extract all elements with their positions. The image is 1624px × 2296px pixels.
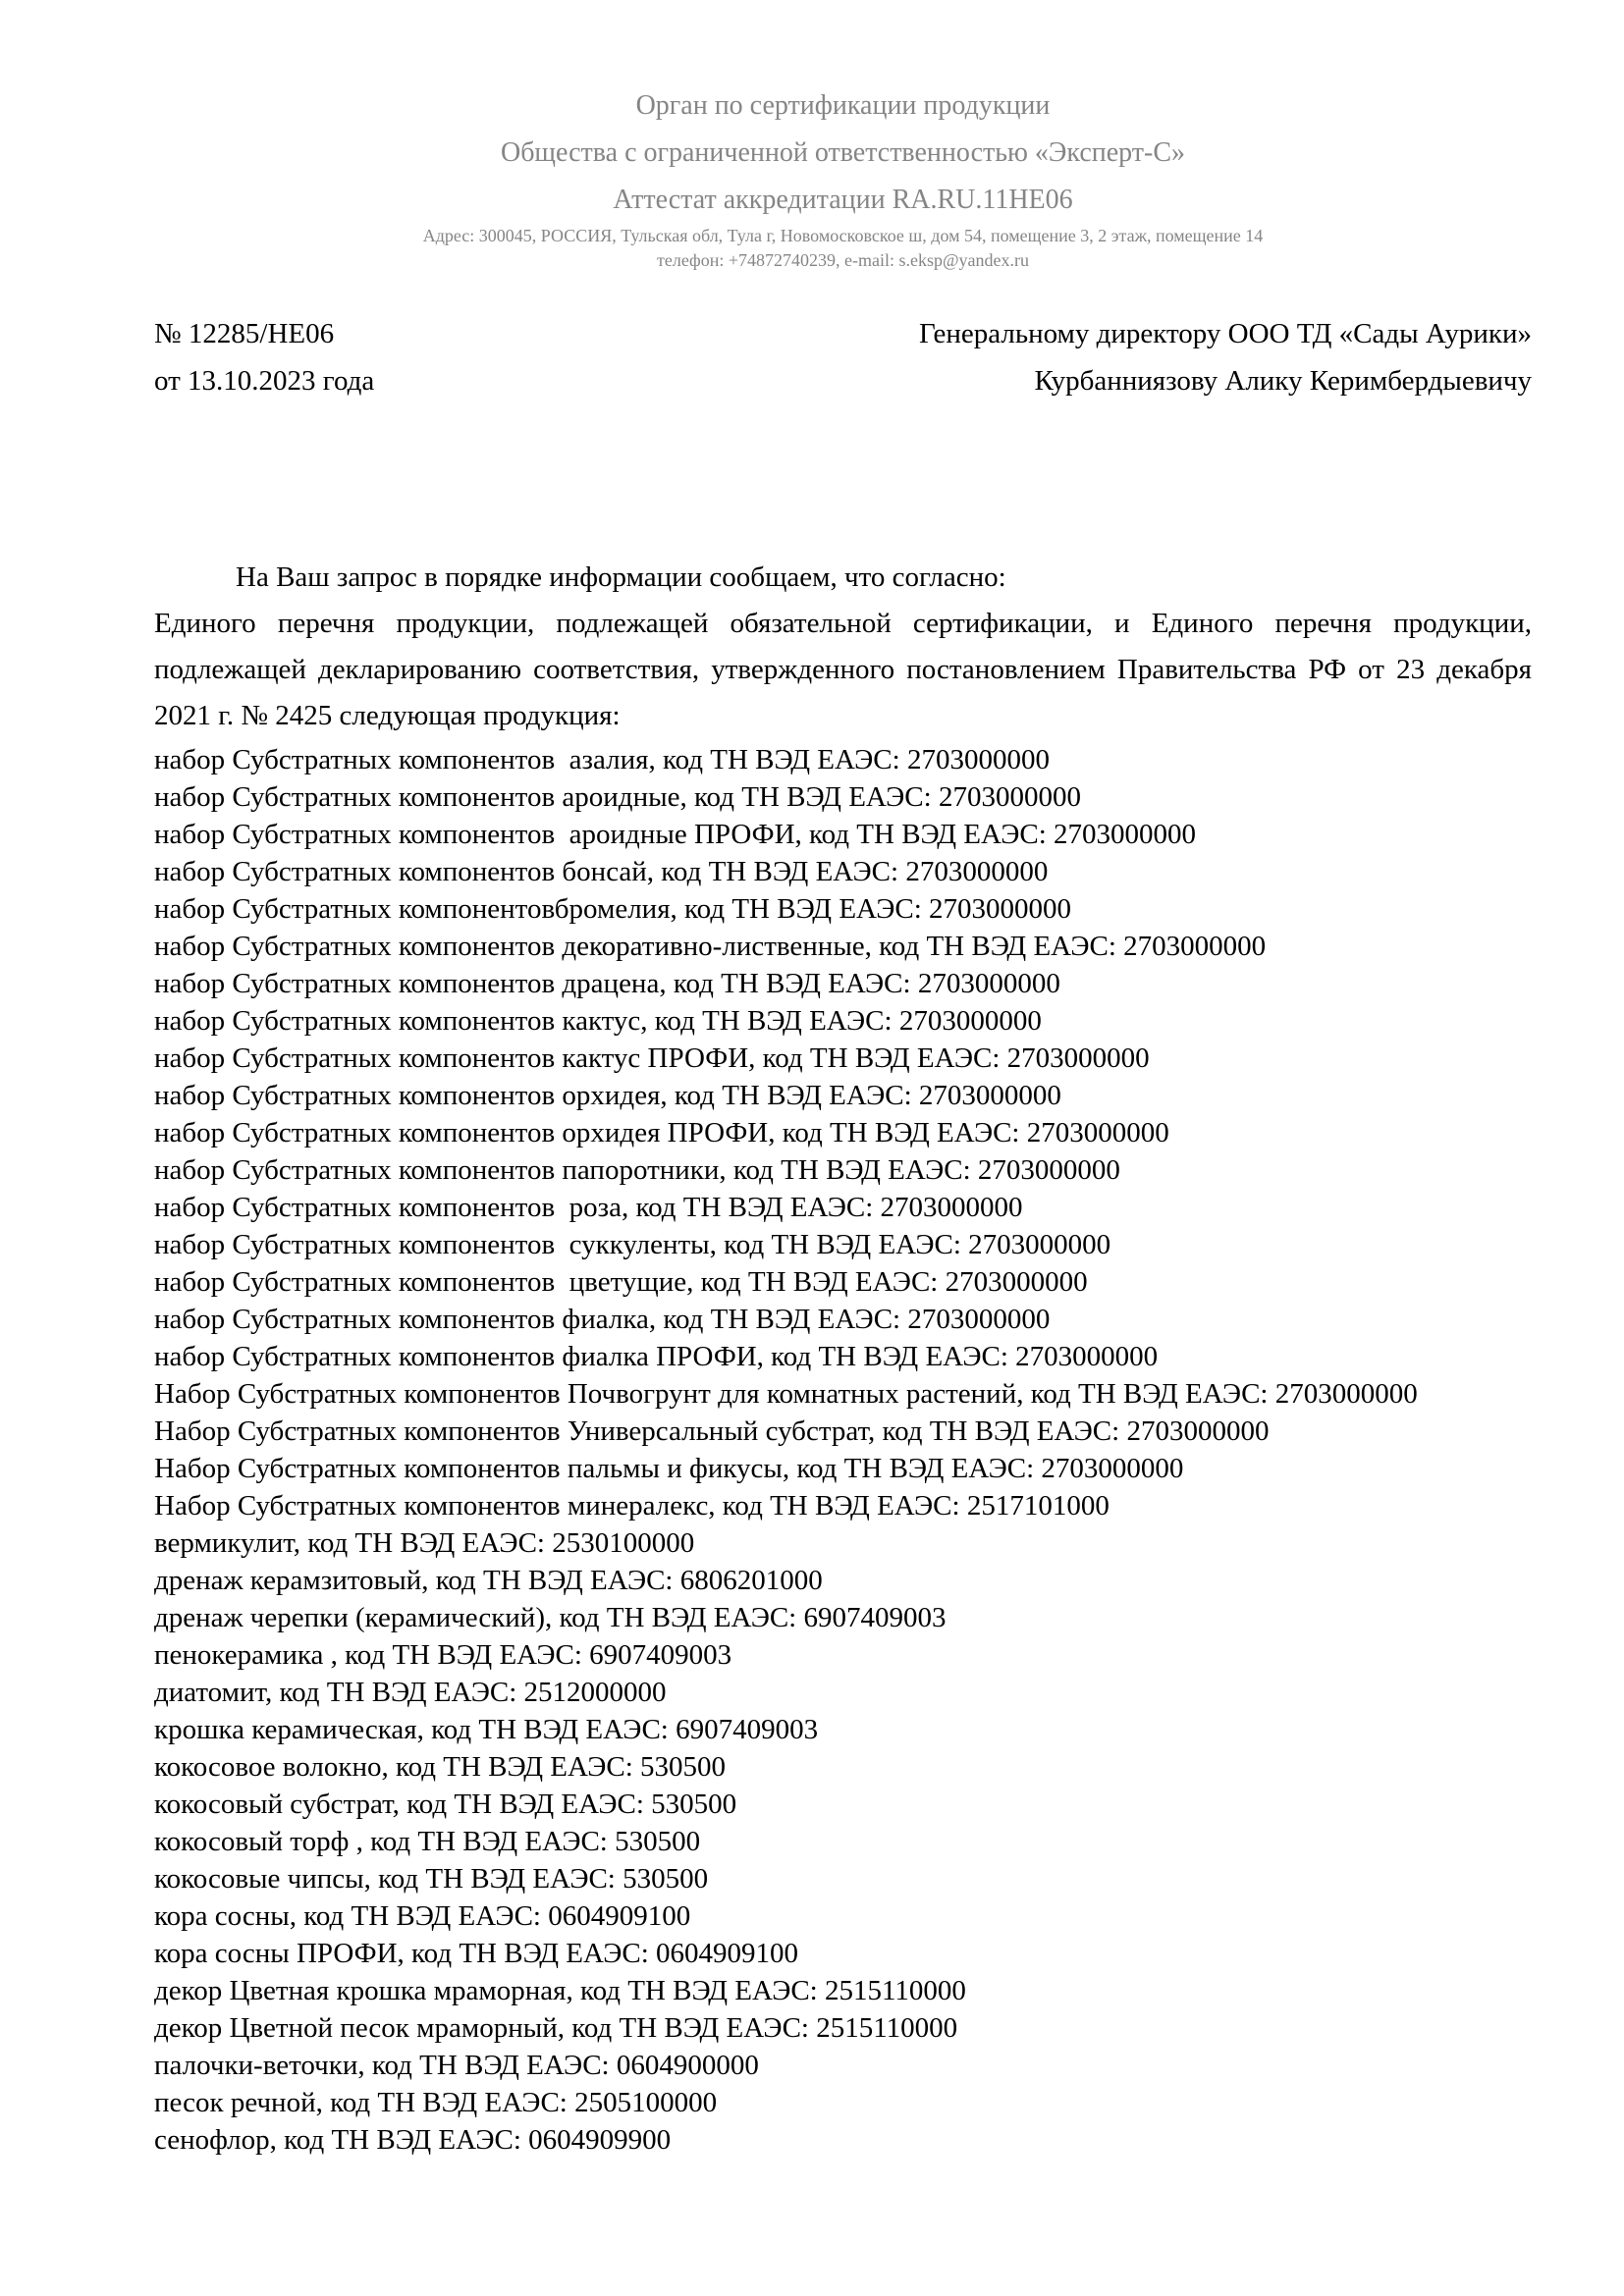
product-list-item: Набор Субстратных компонентов пальмы и фикусы, код ТН ВЭД ЕАЭС: 2703000000 [154,1453,1184,1484]
addressee-block [919,310,1532,404]
product-list-item: набор Субстратных компонентов суккуленты, код ТН ВЭД ЕАЭС: 2703000000 [154,1229,1111,1260]
product-list-item: Набор Субстратных компонентов Универсальный субстрат, код ТН ВЭД ЕАЭС: 2703000000 [154,1415,1270,1447]
product-list-item: палочки-веточки, код ТН ВЭД ЕАЭС: 0604900000 [154,2050,759,2081]
product-list-item: сенофлор, код ТН ВЭД ЕАЭС: 0604909900 [154,2124,672,2156]
letterhead-contact: телефон: +74872740239, e-mail: s.eksp@yandex.ru [656,250,1030,270]
product-list-item: кокосовое волокно, код ТН ВЭД ЕАЭС: 530500 [154,1751,726,1783]
product-list-item: кокосовые чипсы, код ТН ВЭД ЕАЭС: 530500 [154,1863,709,1895]
product-list-item: декор Цветная крошка мраморная, код ТН ВЭД ЕАЭС: 2515110000 [154,1975,966,2006]
product-list-item: песок речной, код ТН ВЭД ЕАЭС: 2505100000 [154,2087,718,2118]
body-paragraph: Единого перечня продукции, подлежащей обязательной сертификации, и Единого перечня продукции, подлежащей декларированию соответствия, утвержденного постановлением Правительства РФ от 23 декабря 2021 г. № 2425 следующая продукция: [154,608,1532,731]
reference-addressee-row [154,310,1532,404]
product-list-item: набор Субстратных компонентов роза, код ТН ВЭД ЕАЭС: 2703000000 [154,1192,1023,1223]
product-list [154,741,1532,2159]
product-list-item: дренаж керамзитовый, код ТН ВЭД ЕАЭС: 6806201000 [154,1565,823,1596]
product-list-item: набор Субстратных компонентов кактус, код ТН ВЭД ЕАЭС: 2703000000 [154,1005,1042,1037]
product-list-item: диатомит, код ТН ВЭД ЕАЭС: 2512000000 [154,1677,667,1708]
product-list-item: кора сосны ПРОФИ, код ТН ВЭД ЕАЭС: 0604909100 [154,1938,799,1969]
letterhead-title-line-3: Аттестат аккредитации RA.RU.11HE06 [613,185,1073,215]
product-list-item: набор Субстратных компонентов драцена, код ТН ВЭД ЕАЭС: 2703000000 [154,968,1060,999]
product-list-item: Набор Субстратных компонентов Почвогрунт для комнатных растений, код ТН ВЭД ЕАЭС: 2703000000 [154,1378,1418,1410]
letter-body [154,554,1532,2159]
product-list-item: кокосовый торф , код ТН ВЭД ЕАЭС: 530500 [154,1826,701,1857]
letterhead [154,82,1532,273]
product-list-item: Набор Субстратных компонентов минералекс, код ТН ВЭД ЕАЭС: 2517101000 [154,1490,1110,1522]
reference-date: от 13.10.2023 года [154,365,375,397]
product-list-item: набор Субстратных компонентов ароидные ПРОФИ, код ТН ВЭД ЕАЭС: 2703000000 [154,819,1197,850]
product-list-item: вермикулит, код ТН ВЭД ЕАЭС: 2530100000 [154,1527,695,1559]
product-list-item: набор Субстратных компонентов фиалка ПРОФИ, код ТН ВЭД ЕАЭС: 2703000000 [154,1341,1159,1372]
product-list-item: набор Субстратных компонентов цветущие, код ТН ВЭД ЕАЭС: 2703000000 [154,1266,1088,1298]
product-list-item: набор Субстратных компонентов орхидея ПРОФИ, код ТН ВЭД ЕАЭС: 2703000000 [154,1117,1169,1148]
product-list-item: дренаж черепки (керамический), код ТН ВЭД ЕАЭС: 6907409003 [154,1602,947,1633]
product-list-item: декор Цветной песок мраморный, код ТН ВЭД ЕАЭС: 2515110000 [154,2012,958,2044]
product-list-item: набор Субстратных компонентовбромелия, код ТН ВЭД ЕАЭС: 2703000000 [154,893,1072,925]
addressee-line-2: Курбанниязову Алику Керимбердыевичу [1034,365,1532,397]
product-list-item: набор Субстратных компонентов фиалка, код ТН ВЭД ЕАЭС: 2703000000 [154,1304,1051,1335]
product-list-item: набор Субстратных компонентов ароидные, код ТН ВЭД ЕАЭС: 2703000000 [154,781,1081,813]
letterhead-address: Адрес: 300045, РОССИЯ, Тульская обл, Тула г, Новомосковское ш, дом 54, помещение 3, 2 этаж, помещение 14 [422,226,1264,245]
product-list-item: кокосовый субстрат, код ТН ВЭД ЕАЭС: 530500 [154,1789,737,1820]
product-list-item: пенокерамика , код ТН ВЭД ЕАЭС: 6907409003 [154,1639,732,1671]
body-intro: На Ваш запрос в порядке информации сообщаем, что согласно: [236,561,1006,593]
product-list-item: набор Субстратных компонентов азалия, код ТН ВЭД ЕАЭС: 2703000000 [154,744,1050,775]
product-list-item: набор Субстратных компонентов орхидея, код ТН ВЭД ЕАЭС: 2703000000 [154,1080,1061,1111]
letterhead-title-line-2: Общества с ограниченной ответственностью «Эксперт-С» [500,137,1186,168]
product-list-item: набор Субстратных компонентов бонсай, код ТН ВЭД ЕАЭС: 2703000000 [154,856,1049,887]
product-list-item: набор Субстратных компонентов папоротники, код ТН ВЭД ЕАЭС: 2703000000 [154,1154,1120,1186]
addressee-line-1: Генеральному директору ООО ТД «Сады Аурики» [918,318,1532,349]
reference-block [154,310,374,404]
product-list-item: набор Субстратных компонентов декоративно-лиственные, код ТН ВЭД ЕАЭС: 2703000000 [154,931,1267,962]
product-list-item: кора сосны, код ТН ВЭД ЕАЭС: 0604909100 [154,1900,691,1932]
letterhead-title-line-1: Орган по сертификации продукции [635,90,1051,121]
product-list-item: крошка керамическая, код ТН ВЭД ЕАЭС: 6907409003 [154,1714,819,1745]
product-list-item: набор Субстратных компонентов кактус ПРОФИ, код ТН ВЭД ЕАЭС: 2703000000 [154,1042,1150,1074]
reference-number: № 12285/НЕ06 [154,318,335,349]
